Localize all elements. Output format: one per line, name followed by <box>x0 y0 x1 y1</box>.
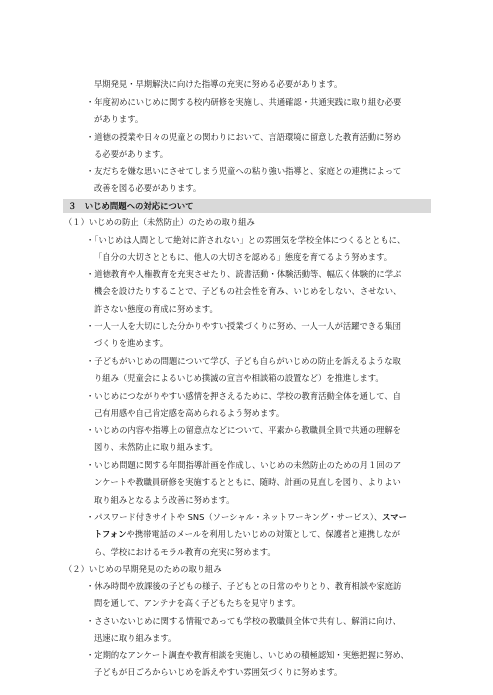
bullet-item <box>86 318 401 353</box>
text-line: 早期発見・早期解決に向けた指導の充実に努める必要があります。 <box>94 79 343 89</box>
text-line: る必要があります。 <box>94 149 169 160</box>
text-line: ・子どもがいじめの問題について学び、子ども自らがいじめの防止を訴えるような取 <box>86 356 401 366</box>
text-line: ・定期的なアンケート調査や教育相談を実施し、いじめの積極認知・実態把握に努め、 <box>86 650 409 660</box>
text-line: ・一人一人を大切にした分かりやすい授業づくりに努め、一人一人が活躍できる集団 <box>86 321 401 331</box>
subsection-title: （２）いじめの早期発見のための取り組み <box>64 564 222 574</box>
text-line: 己有用感や自己肯定感を高められるよう努めます。 <box>94 408 285 419</box>
bullet-item <box>86 388 401 423</box>
text-line: ・いじめの内容や指導上の留意点などについて、平素から教職員全員で共通の理解を <box>86 425 401 435</box>
emphasis-text: スマー <box>382 512 407 522</box>
bullet-item <box>86 457 401 509</box>
bullet-item <box>86 94 401 129</box>
text-line: ・年度初めにいじめに関する校内研修を実施し、共通確認・共通実践に取り組む必要 <box>86 97 402 107</box>
subsection-title: （１）いじめの防止（未然防止）のための取り組み <box>64 217 255 227</box>
text-line: ・道徳教育や人権教育を充実させたり、読書活動・体験活動等、幅広く体験的に学ぶ <box>86 269 402 279</box>
text-line: ・友だちを嫌な思いにさせてしまう児童への粘り強い指導と、家庭との連携によって <box>86 166 402 176</box>
text-line: づくりを進めます。 <box>94 338 169 349</box>
text-run: や携帯電話のメールを利用したいじめの対策として、保護者と連携しなが <box>126 529 400 540</box>
text-line: り組み（児童会によるいじめ撲滅の宣言や相談箱の設置など）を推進します。 <box>94 373 384 384</box>
emphasis-text: トフォン <box>94 529 127 540</box>
text-line <box>86 526 407 543</box>
bullet-item <box>86 578 401 613</box>
text-line <box>86 509 407 526</box>
text-line: ・ささいないじめに関する情報であっても学校の教職員全体で共有し、解消に向け、 <box>86 616 401 626</box>
paragraph-intro <box>86 76 342 93</box>
text-line: 取り組みとなるよう改善に努めます。 <box>94 494 235 505</box>
text-line: 迅速に取り組みます。 <box>94 633 177 644</box>
text-line: ら、学校におけるモラル教育の充実に努めます。 <box>94 546 276 557</box>
text-line: 問を通して、アンテナを高く子どもたちを見守ります。 <box>94 598 301 609</box>
bullet-item <box>86 266 401 318</box>
bullet-item <box>86 353 401 388</box>
bullet-item <box>86 129 401 164</box>
text-run: ・パスワード付きサイトや SNS（ソーシャル・ネットワーキング・サービス）、 <box>86 512 383 522</box>
bullet-item <box>86 509 407 561</box>
text-line: ・いじめ問題に関する年間指導計画を作成し、いじめの未然防止のための月１回のア <box>86 460 402 470</box>
text-line: 図り、未然防止に取り組みます。 <box>94 442 218 453</box>
bullet-item <box>86 422 401 457</box>
text-line: 「自分の大切さとともに、他人の大切さを認める」態度を育てるよう努めます。 <box>94 252 393 263</box>
text-line: 機会を設けたりすることで、子どもの社会性を育み、いじめをしない、させない、 <box>94 286 402 297</box>
bullet-item <box>86 163 401 198</box>
text-line: 子どもが日ごろからいじめを訴えやすい雰囲気づくりに努めます。 <box>94 667 343 678</box>
text-line: 改善を図る必要があります。 <box>94 183 202 194</box>
text-line: があります。 <box>94 114 144 125</box>
bullet-item <box>86 613 401 648</box>
text-line: ・休み時間や放課後の子どもの様子、子どもとの日常のやりとり、教育相談や家庭訪 <box>86 581 402 591</box>
section-heading: ３ いじめ問題への対応について <box>68 201 194 211</box>
text-line: ・「いじめは人間として絶対に許されない」との雰囲気を学校全体につくるとともに、 <box>86 235 406 245</box>
text-line: ンケートや教職員研修を実施するとともに、随時、計画の見直しを図り、よりよい <box>94 477 401 488</box>
text-line: 許さない態度の育成に努めます。 <box>94 303 218 314</box>
bullet-item <box>86 232 405 267</box>
text-line: ・道徳の授業や日々の児童との関わりにおいて、言語環境に留意した教育活動に努め <box>86 132 402 142</box>
bullet-item <box>86 647 409 682</box>
text-line: ・いじめにつながりやすい感情を押さえるために、学校の教育活動全体を通して、自 <box>86 391 401 401</box>
